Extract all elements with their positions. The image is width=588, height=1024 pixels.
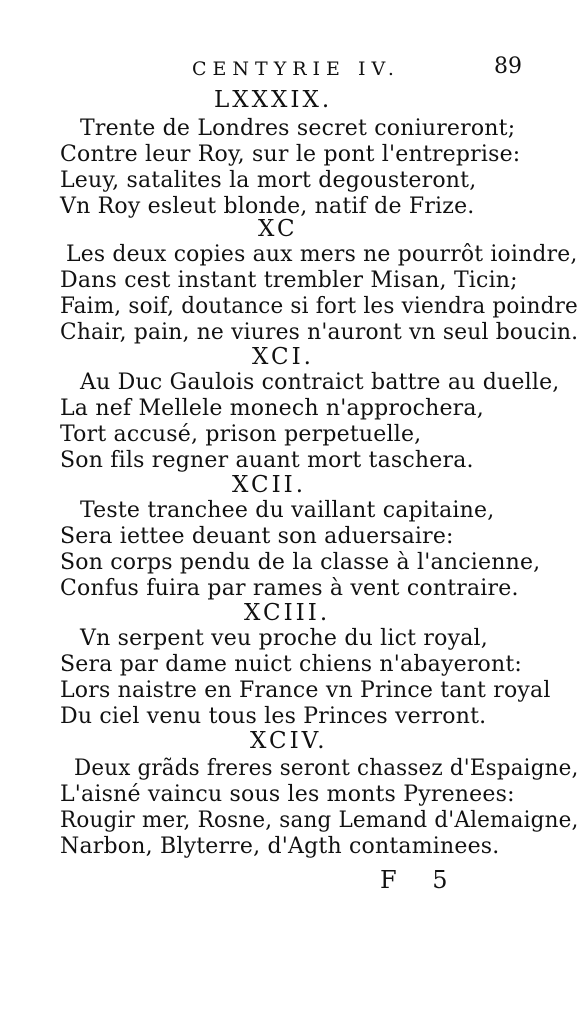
verse-line: Lors naistre en France vn Prince tant royal [60, 678, 551, 703]
quatrain-number: XCI. [252, 344, 314, 370]
verse-line: Confus fuira par rames à vent contraire. [60, 576, 519, 601]
running-head [0, 54, 588, 84]
verse-line: Sera iettee deuant son aduersaire: [60, 524, 454, 549]
verse-line: Les deux copies aux mers ne pourrôt ioindre, [66, 242, 578, 267]
verse-line: Au Duc Gaulois contraict battre au duelle, [80, 370, 560, 395]
quatrain-number: XCII. [232, 472, 307, 498]
quatrain-number: XCIV. [250, 728, 328, 754]
verse-line: L'aisné vaincu sous les monts Pyrenees: [60, 782, 515, 807]
verse-line: Trente de Londres secret coniureront; [80, 116, 516, 141]
quatrain-number: LXXXIX. [214, 87, 333, 113]
verse-line: Contre leur Roy, sur le pont l'entreprise: [60, 142, 521, 167]
verse-line: Tort accusé, prison perpetuelle, [60, 422, 422, 447]
verse-line: Son fils regner auant mort taschera. [60, 448, 474, 473]
verse-line: Vn serpent veu proche du lict royal, [80, 626, 488, 651]
verse-line: Dans cest instant trembler Misan, Ticin; [60, 268, 518, 293]
running-title: CENTYRIE IV. [192, 58, 400, 80]
verse-line: Deux grãds freres seront chassez d'Espaigne, [74, 756, 579, 781]
signature-mark: F 5 [380, 866, 462, 894]
verse-line: Sera par dame nuict chiens n'abayeront: [60, 652, 522, 677]
verse-line: Narbon, Blyterre, d'Agth contaminees. [60, 834, 500, 859]
verse-line: Teste tranchee du vaillant capitaine, [80, 498, 495, 523]
verse-line: Vn Roy esleut blonde, natif de Frize. [60, 194, 475, 219]
verse-line: Faim, soif, doutance si fort les viendra poindre [60, 294, 578, 319]
verse-line: Rougir mer, Rosne, sang Lemand d'Alemaigne, [60, 808, 579, 833]
page-number: 89 [494, 54, 522, 79]
quatrain-number: XC [258, 216, 298, 242]
verse-line: Chair, pain, ne viures n'auront vn seul boucin. [60, 320, 579, 345]
verse-line: Du ciel venu tous les Princes verront. [60, 704, 487, 729]
verse-line: Leuy, satalites la mort degousteront, [60, 168, 477, 193]
verse-line: La nef Mellele monech n'approchera, [60, 396, 484, 421]
quatrain-number: XCIII. [244, 600, 331, 626]
verse-line: Son corps pendu de la classe à l'ancienne, [60, 550, 541, 575]
